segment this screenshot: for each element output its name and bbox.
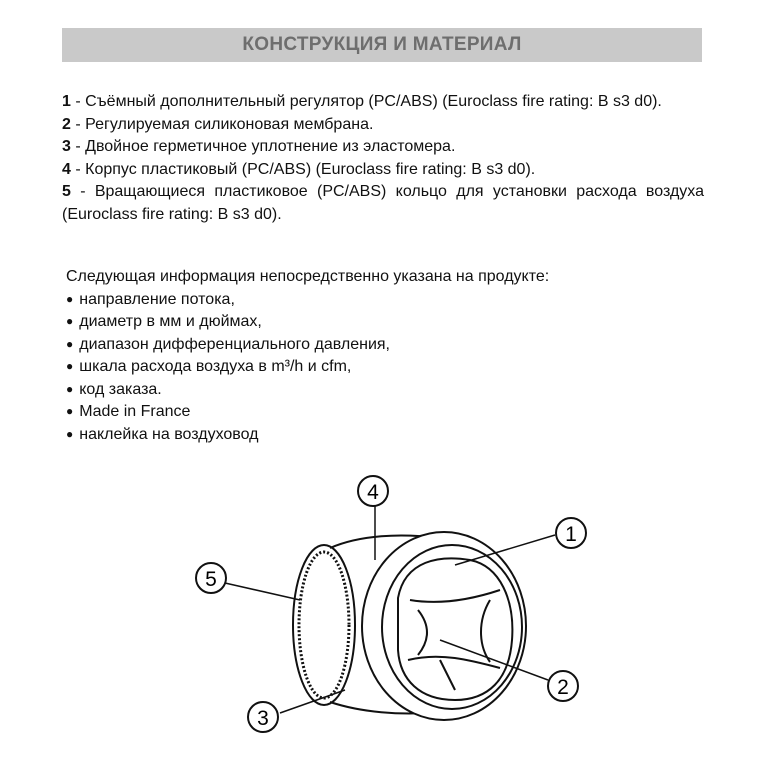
section-header	[62, 28, 702, 62]
info-item: ● шкала расхода воздуха в m³/h и cfm,	[66, 356, 706, 379]
part-number: 5	[62, 183, 71, 200]
ring-knurling	[299, 552, 349, 698]
info-item: ● наклейка на воздуховод	[66, 424, 706, 447]
info-item: ● Made in France	[66, 401, 706, 424]
part-number: 4	[62, 160, 71, 178]
part-item	[62, 159, 704, 182]
part-item	[62, 91, 704, 114]
info-item: ● код заказа.	[66, 379, 706, 402]
info-item: ● диапазон дифференциального давления,	[66, 334, 706, 357]
callout-label: 4	[367, 481, 379, 504]
info-item: ● диаметр в мм и дюймах,	[66, 311, 706, 334]
part-number: 2	[62, 115, 71, 133]
leader-line	[280, 690, 345, 713]
callout-label: 3	[257, 707, 269, 730]
part-number: 3	[62, 138, 71, 155]
callout-4	[358, 476, 388, 506]
callout-label: 1	[565, 523, 577, 546]
callout-label: 2	[557, 676, 569, 699]
parts-list	[62, 91, 704, 226]
callout-1	[556, 518, 586, 548]
info-item: ● направление потока,	[66, 289, 706, 312]
part-description: - Корпус пластиковый (PC/ABS) (Euroclass fire rating: B s3 d0).	[70, 160, 536, 178]
part-item	[62, 114, 704, 137]
callout-2	[548, 671, 578, 701]
info-list	[66, 289, 706, 447]
leader-line	[225, 583, 300, 600]
part-item	[62, 181, 704, 226]
part-description: - Вращающиеся пластиковое (PC/ABS) кольцо для установки расхода воздуха (Euroclass fire rating: B s3 d0).	[62, 183, 704, 223]
callout-label: 5	[205, 568, 217, 591]
callout-3	[248, 702, 278, 732]
regulator-drawing	[0, 460, 764, 764]
callout-5	[196, 563, 226, 593]
part-description: - Съёмный дополнительный регулятор (PC/ABS) (Euroclass fire rating: B s3 d0).	[70, 93, 662, 110]
part-number: 1	[62, 93, 71, 110]
rotating-ring	[293, 545, 355, 705]
section-title: КОНСТРУКЦИЯ И МАТЕРИАЛ	[242, 34, 522, 55]
product-info	[66, 266, 706, 446]
part-description: - Регулируемая силиконовая мембрана.	[70, 115, 374, 133]
front-flange	[362, 532, 526, 720]
info-intro: Следующая информация непосредственно указана на продукте:	[66, 268, 550, 285]
part-description: - Двойное герметичное уплотнение из эластомера.	[70, 138, 456, 155]
part-item	[62, 136, 704, 159]
